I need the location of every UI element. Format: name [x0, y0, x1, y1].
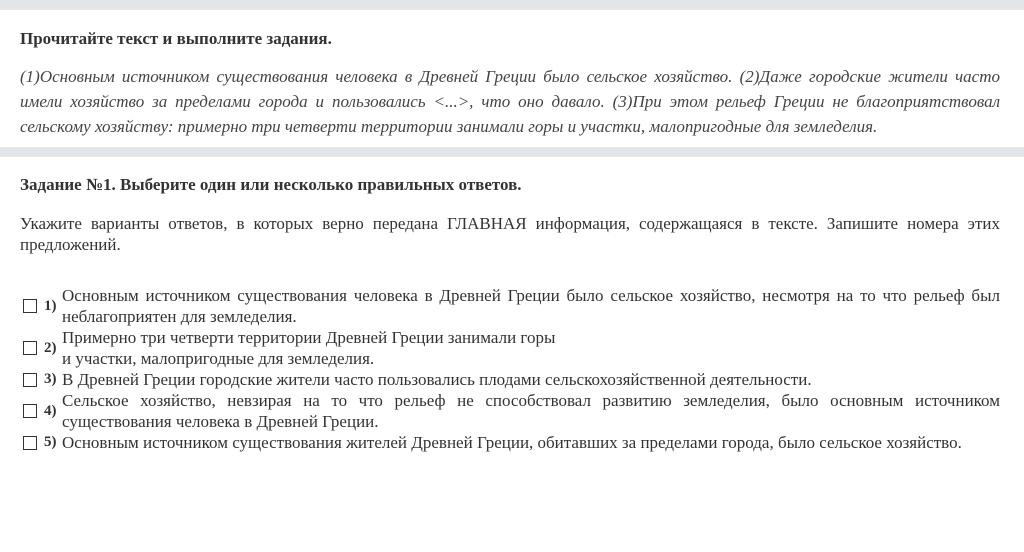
option-number: 4): [44, 402, 57, 419]
reading-title: Прочитайте текст и выполните задания.: [20, 29, 332, 48]
checkbox-option-1[interactable]: [23, 299, 37, 313]
top-divider: [0, 0, 1024, 10]
answer-option-1: [20, 285, 1000, 327]
answer-option-5: [20, 432, 1000, 453]
option-text-line-2: и участки, малопригодные для земледелия.: [62, 349, 375, 368]
option-text: [62, 327, 1000, 369]
checkbox-option-4[interactable]: [23, 404, 37, 418]
option-number: 5): [44, 434, 57, 450]
option-text: В Древней Греции городские жители часто пользовались плодами сельскохозяйственной деятельности.: [62, 370, 812, 389]
option-number: 2): [44, 339, 57, 356]
option-text: Основным источником существования жителей Древней Греции, обитавших за пределами города, было сельское хозяйство.: [62, 433, 962, 452]
option-number: 1): [44, 297, 57, 314]
task-section: [0, 157, 1024, 453]
answer-options: [20, 285, 1000, 453]
option-text: Сельское хозяйство, невзирая на то что рельеф не способствовал развитию земледелия, было основным источником существования человека в Древней Греции.: [62, 391, 1000, 431]
task-instruction: Укажите варианты ответов, в которых верно передана ГЛАВНАЯ информация, содержащаяся в тексте. Запишите номера этих предложений.: [20, 214, 1000, 254]
option-text-line-1: Примерно три четверти территории Древней Греции занимали горы: [62, 328, 556, 347]
answer-option-3: [20, 369, 1000, 390]
answer-option-4: [20, 390, 1000, 432]
checkbox-option-5[interactable]: [23, 436, 37, 450]
checkbox-option-2[interactable]: [23, 341, 37, 355]
reading-passage: (1)Основным источником существования человека в Древней Греции было сельское хозяйство. (2)Даже городские жители часто имели хозяйство за пределами города и пользовались <...>, что оно давало. (3)При этом рельеф Греции не благоприятствовал сельскому хозяйству: примерно три четверти территории занимали горы и участки, малопригодные для земледелия.: [20, 67, 1000, 136]
checkbox-option-3[interactable]: [23, 373, 37, 387]
option-text: Основным источником существования человека в Древней Греции было сельское хозяйство, несмотря на то что рельеф был неблагоприятен для земледелия.: [62, 286, 1000, 326]
option-number: 3): [44, 371, 57, 387]
reading-section: [0, 10, 1024, 139]
answer-option-2: [20, 327, 1000, 369]
section-divider: [0, 147, 1024, 157]
task-title: Задание №1. Выберите один или несколько правильных ответов.: [20, 175, 522, 194]
